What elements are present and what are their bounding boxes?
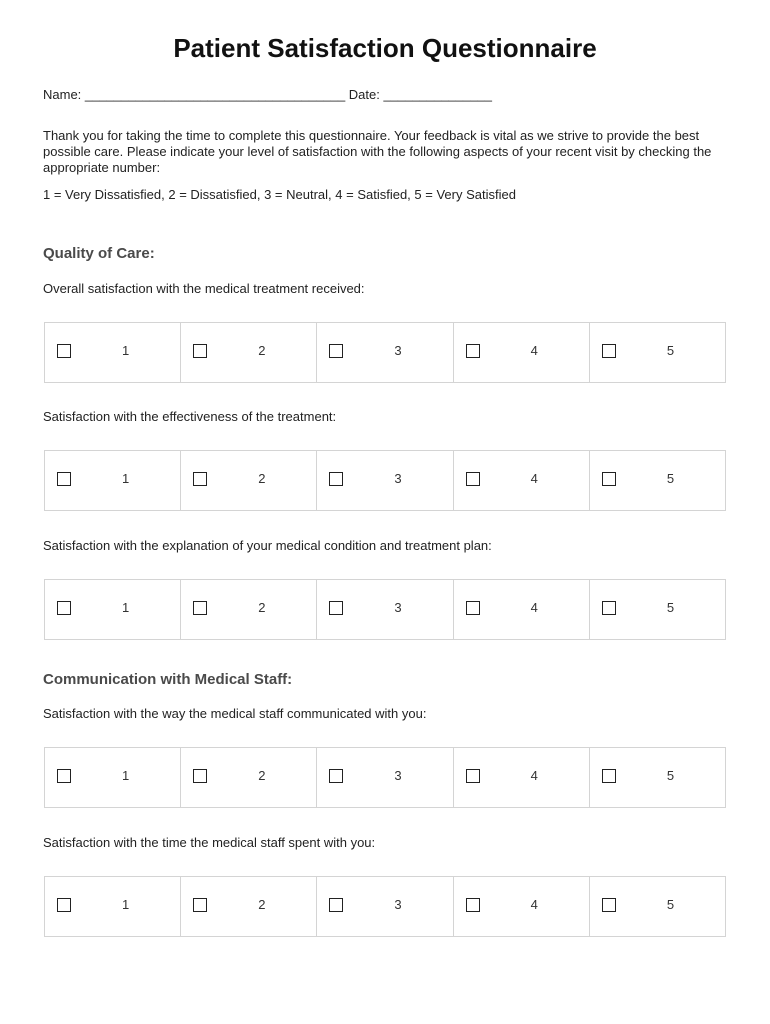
- rating-number: 1: [122, 768, 130, 783]
- checkbox[interactable]: [602, 769, 616, 783]
- rating-number: 4: [530, 471, 538, 486]
- rating-row: [44, 876, 726, 937]
- checkbox[interactable]: [193, 344, 207, 358]
- rating-number: 2: [258, 471, 266, 486]
- rating-option[interactable]: [45, 748, 181, 807]
- checkbox[interactable]: [57, 601, 71, 615]
- question-text: Satisfaction with the way the medical staff communicated with you:: [43, 706, 427, 721]
- rating-row: [44, 747, 726, 808]
- section-heading-quality-of-care: Quality of Care:: [43, 245, 155, 262]
- page-title: Patient Satisfaction Questionnaire: [173, 33, 597, 63]
- rating-option[interactable]: [317, 451, 453, 510]
- rating-number: 5: [666, 343, 675, 358]
- rating-number: 5: [666, 768, 675, 783]
- rating-option[interactable]: [590, 323, 725, 382]
- rating-option[interactable]: [181, 748, 317, 807]
- intro-paragraph: Thank you for taking the time to complete this questionnaire. Your feedback is vital as we strive to provide the best possible care. Please indicate your level of satisfaction with the following aspects of your recent visit by checking the appropriate number:: [43, 128, 712, 175]
- question-text: Satisfaction with the explanation of your medical condition and treatment plan:: [43, 538, 492, 553]
- rating-number: 5: [666, 600, 675, 615]
- rating-number: 4: [530, 768, 538, 783]
- rating-option[interactable]: [454, 748, 590, 807]
- checkbox[interactable]: [602, 898, 616, 912]
- checkbox[interactable]: [602, 472, 616, 486]
- rating-number: 4: [530, 897, 538, 912]
- checkbox[interactable]: [193, 472, 207, 486]
- rating-number: 3: [394, 343, 402, 358]
- rating-number: 1: [122, 600, 130, 615]
- rating-option[interactable]: [454, 877, 590, 936]
- rating-option[interactable]: [590, 877, 725, 936]
- checkbox[interactable]: [602, 344, 616, 358]
- rating-number: 2: [258, 768, 266, 783]
- checkbox[interactable]: [193, 601, 207, 615]
- rating-number: 1: [122, 343, 130, 358]
- rating-option[interactable]: [181, 323, 317, 382]
- rating-option[interactable]: [454, 580, 590, 639]
- rating-number: 2: [258, 600, 266, 615]
- rating-number: 4: [530, 343, 538, 358]
- question-text: Overall satisfaction with the medical treatment received:: [43, 281, 365, 296]
- question-text: Satisfaction with the effectiveness of the treatment:: [43, 409, 337, 424]
- checkbox[interactable]: [329, 898, 343, 912]
- rating-number: 1: [122, 471, 130, 486]
- rating-option[interactable]: [317, 748, 453, 807]
- rating-option[interactable]: [317, 580, 453, 639]
- checkbox[interactable]: [329, 472, 343, 486]
- checkbox[interactable]: [466, 472, 480, 486]
- rating-number: 3: [394, 768, 402, 783]
- checkbox[interactable]: [57, 898, 71, 912]
- rating-number: 3: [394, 600, 402, 615]
- rating-scale-legend: 1 = Very Dissatisfied, 2 = Dissatisfied, 3 = Neutral, 4 = Satisfied, 5 = Very Satisfied: [43, 187, 516, 202]
- rating-row: [44, 322, 726, 383]
- checkbox[interactable]: [193, 898, 207, 912]
- rating-option[interactable]: [454, 323, 590, 382]
- rating-number: 2: [258, 343, 266, 358]
- checkbox[interactable]: [57, 344, 71, 358]
- rating-option[interactable]: [454, 451, 590, 510]
- checkbox[interactable]: [466, 769, 480, 783]
- rating-option[interactable]: [45, 323, 181, 382]
- question-text: Satisfaction with the time the medical staff spent with you:: [43, 835, 376, 850]
- rating-option[interactable]: [590, 451, 725, 510]
- checkbox[interactable]: [466, 601, 480, 615]
- rating-number: 5: [666, 897, 675, 912]
- checkbox[interactable]: [193, 769, 207, 783]
- rating-number: 2: [258, 897, 266, 912]
- section-heading-communication: Communication with Medical Staff:: [43, 671, 293, 688]
- rating-option[interactable]: [45, 877, 181, 936]
- checkbox[interactable]: [466, 344, 480, 358]
- name-date-line[interactable]: Name: ____________________________________ Date: _______________: [43, 87, 492, 102]
- rating-number: 3: [394, 471, 402, 486]
- checkbox[interactable]: [329, 344, 343, 358]
- rating-option[interactable]: [317, 877, 453, 936]
- checkbox[interactable]: [57, 472, 71, 486]
- checkbox[interactable]: [466, 898, 480, 912]
- rating-option[interactable]: [181, 451, 317, 510]
- rating-number: 1: [122, 897, 130, 912]
- checkbox[interactable]: [57, 769, 71, 783]
- rating-number: 4: [530, 600, 538, 615]
- checkbox[interactable]: [329, 769, 343, 783]
- rating-option[interactable]: [181, 877, 317, 936]
- rating-number: 5: [666, 471, 675, 486]
- rating-option[interactable]: [45, 451, 181, 510]
- rating-option[interactable]: [590, 748, 725, 807]
- rating-number: 3: [394, 897, 402, 912]
- checkbox[interactable]: [602, 601, 616, 615]
- rating-row: [44, 579, 726, 640]
- rating-row: [44, 450, 726, 511]
- rating-option[interactable]: [181, 580, 317, 639]
- checkbox[interactable]: [329, 601, 343, 615]
- rating-option[interactable]: [590, 580, 725, 639]
- rating-option[interactable]: [317, 323, 453, 382]
- rating-option[interactable]: [45, 580, 181, 639]
